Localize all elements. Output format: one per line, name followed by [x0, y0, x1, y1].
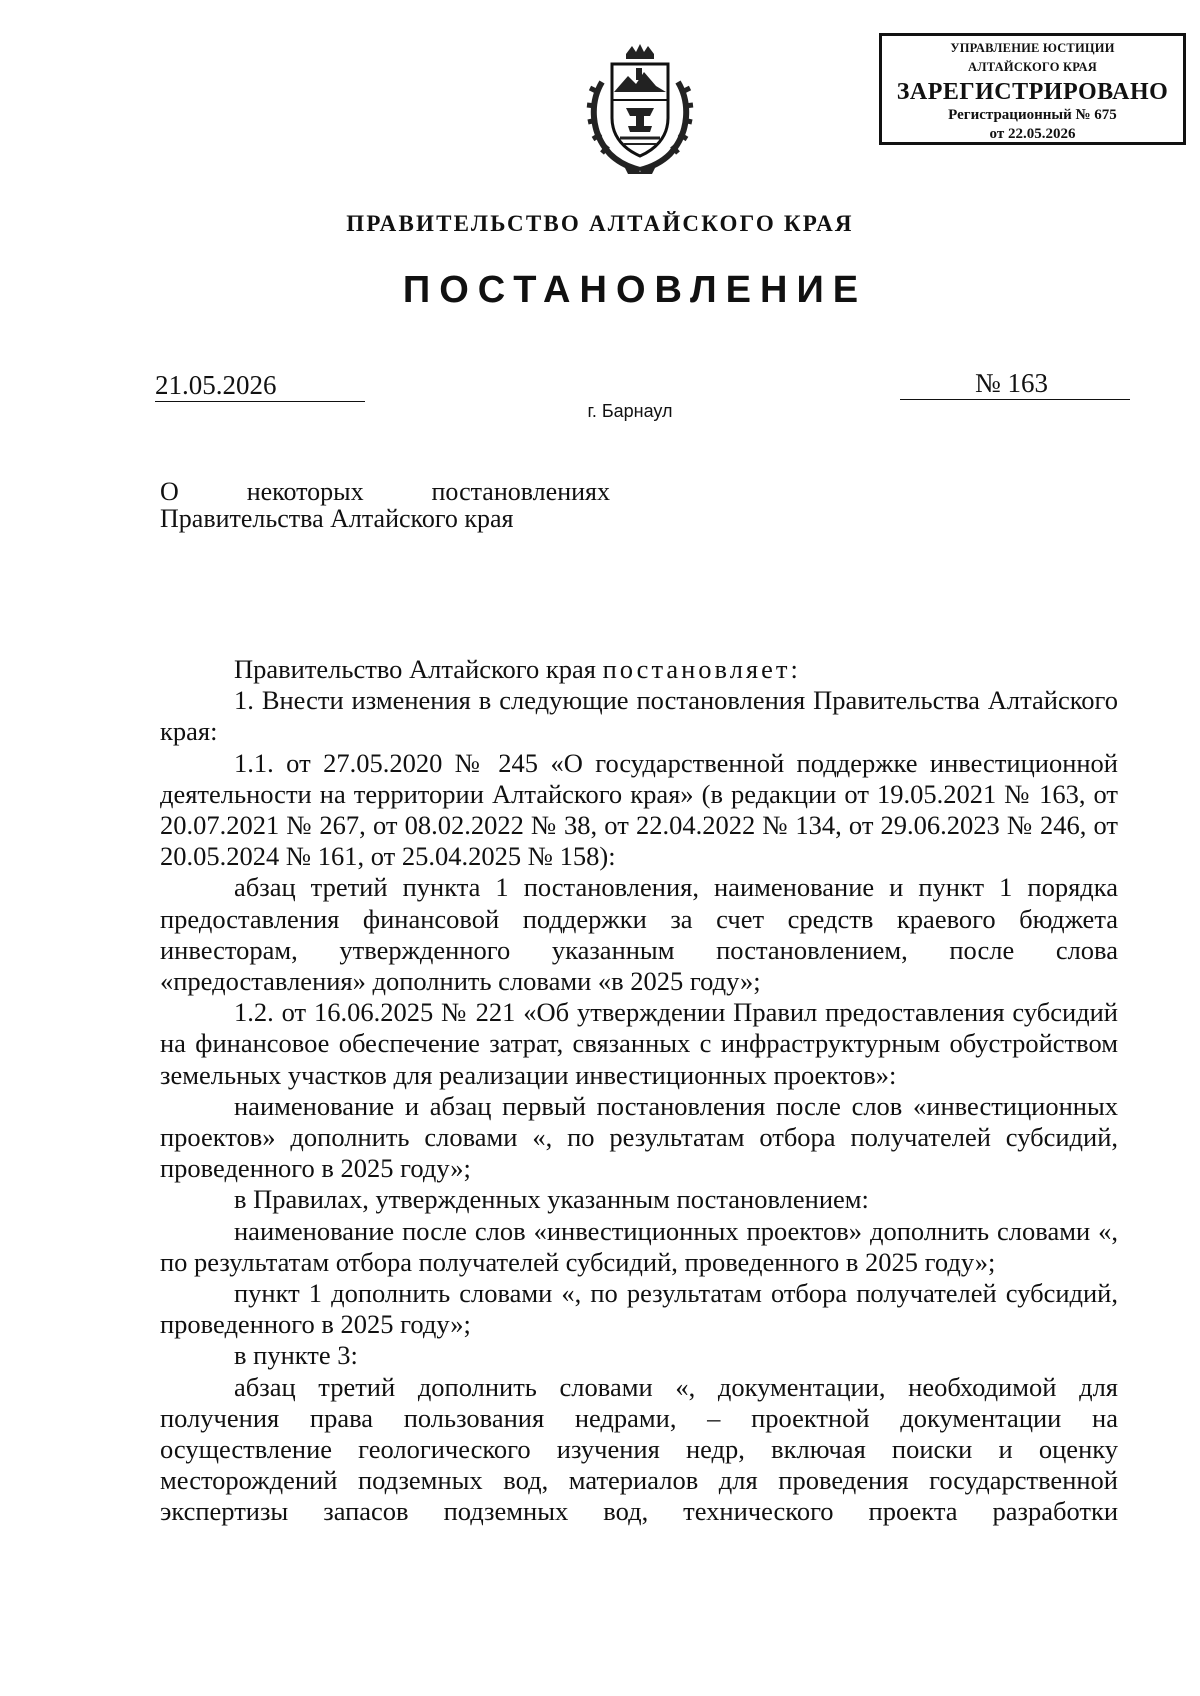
government-title: ПРАВИТЕЛЬСТВО АЛТАЙСКОГО КРАЯ — [346, 211, 854, 236]
subject-line-1 — [160, 478, 610, 505]
paragraph-1: 1. Внести изменения в следующие постановления Правительства Алтайского края: — [160, 685, 1118, 747]
paragraph-1-2: 1.2. от 16.06.2025 № 221 «Об утверждении Правил предоставления субсидий на финансовое обеспечение затрат, связанных с инфраструктурным обустройством земельных участков для реализации инвестиционных проектов»: — [160, 997, 1118, 1090]
stamp-status: ЗАРЕГИСТРИРОВАНО — [896, 79, 1169, 105]
altai-krai-coat-of-arms-icon — [580, 42, 700, 176]
stamp-organization-line1: УПРАВЛЕНИЕ ЮСТИЦИИ — [950, 41, 1115, 55]
document-subject — [160, 478, 610, 532]
paragraph-1-2-f: абзац третий дополнить словами «, документации, необходимой для получения права пользования недрами, – проектной документации на осуществление геологического изучения недр, включая поиски и оценку месторождений подземных вод, материалов для проведения государственной экспертизы запасов подземных вод, технического проекта разработки — [160, 1371, 1118, 1527]
document-type: ПОСТАНОВЛЕНИЕ — [402, 269, 868, 311]
paragraph-1-2-d: пункт 1 дополнить словами «, по результатам отбора получателей субсидий, проведенного в 2025 году»; — [160, 1278, 1118, 1340]
subject-line-2: Правительства Алтайского края — [160, 504, 514, 533]
document-number: № 163 — [975, 368, 1049, 398]
document-city: г. Барнаул — [587, 401, 673, 421]
paragraph-1-2-a: наименование и абзац первый постановления после слов «инвестиционных проектов» дополнить словами «, по результатам отбора получателей субсидий, проведенного в 2025 году»; — [160, 1090, 1118, 1184]
intro-spaced-verb: постановляет — [602, 654, 791, 684]
subject-word: О — [160, 477, 179, 506]
paragraph-1-2-c: наименование после слов «инвестиционных проектов» дополнить словами «, по результатам отбора получателей субсидий, проведенного в 2025 году»; — [160, 1215, 1118, 1277]
registration-stamp — [879, 33, 1186, 145]
intro-prefix: Правительство Алтайского края — [234, 654, 603, 684]
document-body — [160, 654, 1118, 1528]
paragraph-1-1: 1.1. от 27.05.2020 № 245 «О государственной поддержке инвестиционной деятельности на территории Алтайского края» (в редакции от 19.05.2021 № 163, от 20.07.2021 № 267, от 08.02.2022 № 38, от 22.04.2022 № 134, от 29.06.2023 № 246, от 20.05.2024 № 161, от 25.04.2025 № 158): — [160, 747, 1118, 872]
stamp-registration-number: Регистрационный № 675 — [948, 107, 1117, 123]
stamp-organization-line2: АЛТАЙСКОГО КРАЯ — [968, 60, 1097, 74]
subject-word: постановлениях — [431, 477, 610, 506]
stamp-registration-date: от 22.05.2026 — [989, 126, 1076, 142]
paragraph-1-1-a: абзац третий пункта 1 постановления, наименование и пункт 1 порядка предоставления финансовой поддержки за счет средств краевого бюджета инвесторам, утвержденного указанным постановлением, после слова «предоставления» дополнить словами «в 2025 году»; — [160, 872, 1118, 997]
document-date: 21.05.2026 — [155, 369, 365, 402]
intro-suffix: : — [790, 654, 798, 684]
paragraph-1-2-e: в пункте 3: — [234, 1340, 358, 1371]
intro-paragraph — [160, 654, 1118, 685]
document-number-field — [900, 367, 1130, 400]
paragraph-1-2-b: в Правилах, утвержденных указанным постановлением: — [234, 1184, 869, 1215]
subject-word: некоторых — [246, 477, 364, 506]
